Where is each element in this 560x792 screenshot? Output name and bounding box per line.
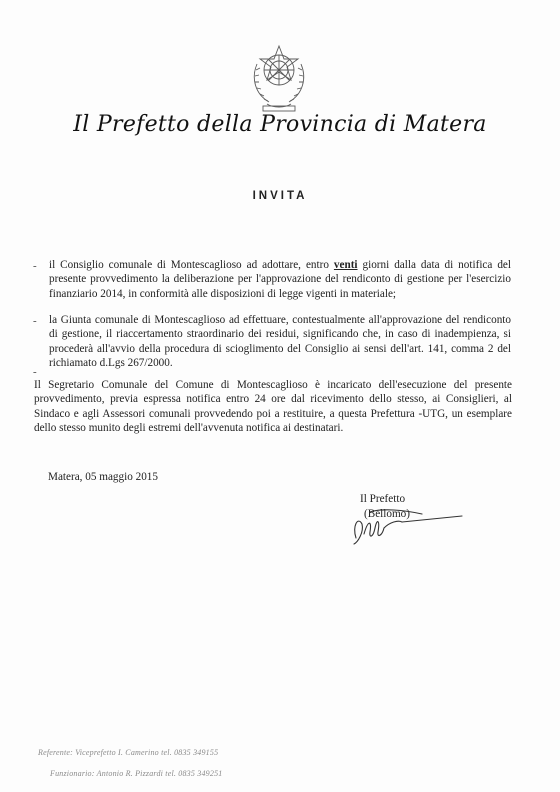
italian-republic-emblem-icon — [243, 40, 315, 114]
footer-funzionario: Funzionario: Antonio R. Pizzardi tel. 0835 349251 — [50, 769, 223, 778]
item-emphasis: venti — [333, 259, 358, 271]
invita-item-giunta: la Giunta comunale di Montescaglioso ad effettuare, contestualmente all'approvazione del rendiconto di gestione, il riaccertamento straordinario dei residui, significando che, in caso di inadempienza, si procederà all'avvio della procedura di scioglimento del Consiglio ai sensi dell'art. 141, comma 2 del richiamato d.Lgs 267/2000. — [49, 314, 511, 369]
closing-paragraph: Il Segretario Comunale del Comune di Montescaglioso è incaricato dell'esecuzione del presente provvedimento, previa espressa notifica entro 24 ore dal ricevimento dello stesso, ai Consiglieri, al Sindaco e agli Assessori comunali provvedendo poi a restituire, a questa Prefettura -UTG, un esemplare dello stesso munito degli estremi dell'avvenuta notifica ai destinatari. — [34, 379, 512, 434]
list-dash: - — [33, 366, 37, 378]
handwritten-signature-icon — [342, 498, 482, 550]
item-text-after: giorni dalla data di notifica del presente provvedimento la deliberazione per l'approvazione del rendiconto di gestione per l'esercizio finanziario 2014, in conformità alle disposizioni di legge vigenti in materiale; — [49, 259, 511, 300]
section-heading: INVITA — [252, 190, 308, 202]
list-dash: - — [33, 260, 37, 272]
signer-role: Il Prefetto — [360, 493, 406, 505]
footer-referente: Referente: Viceprefetto I. Camerino tel. 0835 349155 — [38, 748, 219, 757]
document-title: Il Prefetto della Provincia di Matera — [73, 112, 487, 137]
signer-name: (Bellomo) — [364, 508, 410, 520]
place-date: Matera, 05 maggio 2015 — [48, 471, 158, 483]
list-dash: - — [33, 315, 37, 327]
invita-item-consiglio — [49, 258, 511, 301]
item-text-before: il Consiglio comunale di Montescaglioso ad adottare, entro — [49, 259, 334, 271]
